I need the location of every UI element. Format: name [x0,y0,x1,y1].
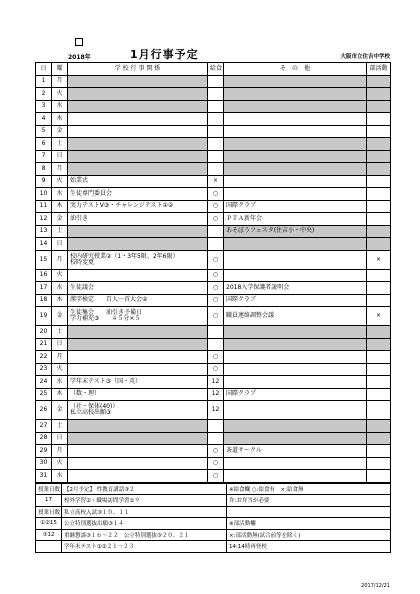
lunch-cell: ○ [208,457,224,470]
weekday-cell: 月 [52,351,68,364]
schedule-table [35,62,391,483]
club-cell [367,363,391,376]
club-cell [367,282,391,295]
day-cell: 5 [36,125,52,138]
weekday-cell: 土 [52,420,68,433]
lunch-cell [208,125,224,138]
weekday-cell: 月 [52,445,68,458]
notes-row [36,483,391,495]
other-cell [224,338,367,351]
club-cell [367,401,391,420]
checkbox-marker [75,38,83,46]
table-row [36,225,391,238]
lunch-cell: ○ [208,213,224,226]
day-cell: 14 [36,238,52,251]
table-row [36,188,391,201]
event-cell [68,88,208,101]
day-cell: 26 [36,401,52,420]
lunch-cell: ○ [208,200,224,213]
other-cell [224,470,367,483]
day-cell: 7 [36,150,52,163]
club-cell [367,213,391,226]
weekday-cell: 土 [52,225,68,238]
other-cell [224,188,367,201]
legend-text [227,506,391,518]
other-cell [224,326,367,339]
lunch-cell [208,225,224,238]
other-cell [224,250,367,269]
table-row [36,294,391,307]
notes-text: 公立特別選抜出願③１４ [62,518,227,530]
lunch-cell: ○ [208,294,224,307]
event-cell [68,470,208,483]
col-other: そ の 他 [224,63,367,76]
weekday-cell: 水 [52,376,68,389]
table-row [36,282,391,295]
table-row [36,307,391,326]
club-cell [367,457,391,470]
col-events: 学 校 行 事 関 係 [68,63,208,76]
notes-label: 17 [36,495,62,507]
day-cell: 4 [36,113,52,126]
other-cell [224,401,367,420]
lunch-cell [208,138,224,151]
document-header [35,38,390,62]
event-cell [68,457,208,470]
legend-text: 14:14時再登校 [227,541,391,553]
lunch-cell: ○ [208,282,224,295]
col-weekday: 曜 [52,63,68,76]
club-cell [367,175,391,188]
lunch-cell [208,113,224,126]
day-cell: 20 [36,326,52,339]
event-cell [68,432,208,445]
club-cell [367,238,391,251]
event-cell [68,238,208,251]
day-cell: 2 [36,88,52,101]
weekday-cell: 木 [52,200,68,213]
day-cell: 16 [36,269,52,282]
other-cell [224,269,367,282]
club-cell [367,420,391,433]
weekday-cell: 日 [52,338,68,351]
lunch-cell: 12 [208,376,224,389]
lunch-cell [208,338,224,351]
other-cell [224,363,367,376]
club-cell [367,269,391,282]
lunch-cell: 12 [208,388,224,401]
other-cell: 2018入学保護者説明会 [224,282,367,295]
col-club: 部活動 [367,63,391,76]
weekday-cell: 月 [52,75,68,88]
notes-table [35,483,391,553]
day-cell: 10 [36,188,52,201]
lunch-cell [208,420,224,433]
club-cell [367,338,391,351]
club-cell [367,445,391,458]
other-cell [224,420,367,433]
day-cell: 1 [36,75,52,88]
event-cell [68,225,208,238]
event-cell: （数・理） [68,388,208,401]
table-row [36,200,391,213]
table-row [36,445,391,458]
table-row [36,250,391,269]
lunch-cell: 12 [208,401,224,420]
table-row [36,75,391,88]
lunch-cell: ○ [208,351,224,364]
other-cell [224,113,367,126]
weekday-cell: 木 [52,388,68,401]
table-row [36,338,391,351]
weekday-cell: 土 [52,138,68,151]
other-cell [224,376,367,389]
notes-label [36,541,62,553]
table-row [36,213,391,226]
table-row [36,88,391,101]
notes-label: ①②15 [36,518,62,530]
school-name: 大阪市立住吉中学校 [340,54,390,60]
event-cell [68,326,208,339]
day-cell: 6 [36,138,52,151]
day-cell: 8 [36,163,52,176]
weekday-cell: 木 [52,294,68,307]
day-cell: 9 [36,175,52,188]
event-cell: 学年末テスト③（国・英） [68,376,208,389]
club-cell [367,326,391,339]
day-cell: 11 [36,200,52,213]
table-row [36,376,391,389]
event-cell [68,445,208,458]
weekday-cell: 日 [52,238,68,251]
legend-text: ×:部活動無(試合前等を除く) [227,529,391,541]
other-cell [224,88,367,101]
club-cell: × [367,307,391,326]
club-cell [367,113,391,126]
club-cell [367,294,391,307]
event-cell: 生徒議会 [68,282,208,295]
weekday-cell: 金 [52,307,68,326]
other-cell [224,432,367,445]
day-cell: 31 [36,470,52,483]
club-cell [367,75,391,88]
day-cell: 15 [36,250,52,269]
lunch-cell: ○ [208,269,224,282]
other-cell: 国際クラブ [224,294,367,307]
day-cell: 21 [36,338,52,351]
event-cell: 校内研究授業②（1・3年5限、2年6限） 校時変更 [68,250,208,269]
schedule-sheet [35,38,390,553]
lunch-cell [208,88,224,101]
club-cell [367,88,391,101]
weekday-cell: 土 [52,326,68,339]
event-cell [68,163,208,176]
event-cell [68,138,208,151]
weekday-cell: 金 [52,401,68,420]
notes-label: ③12 [36,529,62,541]
club-cell: × [367,250,391,269]
club-cell [367,225,391,238]
table-row [36,388,391,401]
lunch-cell: ○ [208,445,224,458]
event-cell: 生徒専門委員会 [68,188,208,201]
day-cell: 29 [36,445,52,458]
notes-text: 校外学習②・職場訪問学習①９ [62,495,227,507]
other-cell [224,125,367,138]
day-cell: 19 [36,307,52,326]
weekday-cell: 水 [52,470,68,483]
table-row [36,163,391,176]
event-cell [68,338,208,351]
legend-text: ※給食欄 ○:給食有 ×:給食無 [227,483,391,495]
notes-row [36,541,391,553]
event-cell [68,113,208,126]
other-cell: 茶道サークル [224,445,367,458]
lunch-cell: × [208,175,224,188]
other-cell [224,175,367,188]
other-cell: 国際クラブ [224,388,367,401]
table-row [36,113,391,126]
lunch-cell [208,75,224,88]
day-cell: 13 [36,225,52,238]
weekday-cell: 水 [52,188,68,201]
other-cell: ＰＴＡ新年会 [224,213,367,226]
day-cell: 3 [36,100,52,113]
event-cell [68,125,208,138]
table-row [36,125,391,138]
event-cell [68,75,208,88]
club-cell [367,470,391,483]
notes-row [36,506,391,518]
table-row [36,432,391,445]
club-cell [367,188,391,201]
table-row [36,138,391,151]
event-cell: （社・保体(40)） 私立高校出願③ [68,401,208,420]
weekday-cell: 日 [52,432,68,445]
notes-text: 学年末テスト①②２１～２３ [62,541,227,553]
weekday-cell: 火 [52,363,68,376]
event-cell [68,351,208,364]
event-cell [68,363,208,376]
other-cell [224,75,367,88]
weekday-cell: 水 [52,282,68,295]
notes-row [36,529,391,541]
event-cell: 実力テストⅤ③・チャレンジテスト①② [68,200,208,213]
table-row [36,420,391,433]
event-cell: 始業式 [68,175,208,188]
table-row [36,100,391,113]
notes-label: 授業日数 [36,483,62,495]
other-cell [224,163,367,176]
notes-label: 授業日数 [36,506,62,518]
other-cell [224,351,367,364]
club-cell [367,150,391,163]
col-day: 日 [36,63,52,76]
other-cell [224,100,367,113]
weekday-cell: 火 [52,88,68,101]
lunch-cell [208,100,224,113]
notes-text: 【2月予定】 性教育講話③２ [62,483,227,495]
table-row [36,150,391,163]
issue-date: 2017/12/21 [361,583,390,589]
weekday-cell: 木 [52,113,68,126]
day-cell: 12 [36,213,52,226]
weekday-cell: 日 [52,150,68,163]
col-lunch: 給食 [208,63,224,76]
table-row [36,269,391,282]
weekday-cell: 金 [52,125,68,138]
club-cell [367,388,391,401]
club-cell [367,200,391,213]
lunch-cell [208,326,224,339]
weekday-cell: 水 [52,100,68,113]
club-cell [367,138,391,151]
lunch-cell [208,238,224,251]
weekday-cell: 火 [52,457,68,470]
page-title: 1月行事予定 [130,48,199,61]
legend-text: 弁:お弁当が必要 [227,495,391,507]
other-cell [224,138,367,151]
club-cell [367,100,391,113]
table-row [36,401,391,420]
table-header-row [36,63,391,76]
day-cell: 17 [36,282,52,295]
weekday-cell: 火 [52,269,68,282]
lunch-cell: ○ [208,250,224,269]
lunch-cell: ○ [208,307,224,326]
weekday-cell: 火 [52,175,68,188]
day-cell: 18 [36,294,52,307]
day-cell: 25 [36,388,52,401]
day-cell: 30 [36,457,52,470]
day-cell: 22 [36,351,52,364]
day-cell: 24 [36,376,52,389]
event-cell [68,150,208,163]
day-cell: 28 [36,432,52,445]
other-cell [224,457,367,470]
day-cell: 23 [36,363,52,376]
event-cell: 生徒集会 油引き予備日 学力補充③ ４５分×５ [68,307,208,326]
club-cell [367,163,391,176]
other-cell [224,238,367,251]
table-row [36,326,391,339]
lunch-cell: ○ [208,188,224,201]
lunch-cell: ○ [208,363,224,376]
table-row [36,238,391,251]
day-cell: 27 [36,420,52,433]
lunch-cell [208,150,224,163]
club-cell [367,351,391,364]
table-row [36,470,391,483]
notes-text: 私立高校入試③１０、１１ [62,506,227,518]
club-cell [367,376,391,389]
notes-row [36,518,391,530]
event-cell: 漢字検定 百人一首大会② [68,294,208,307]
other-cell: 国際クラブ [224,200,367,213]
club-cell [367,432,391,445]
weekday-cell: 月 [52,163,68,176]
lunch-cell [208,163,224,176]
club-cell [367,125,391,138]
event-cell [68,420,208,433]
event-cell [68,269,208,282]
weekday-cell: 金 [52,213,68,226]
notes-row [36,495,391,507]
other-cell [224,150,367,163]
notes-text: 重継懇談③１６～２２ 公立特別選抜③２０、２１ [62,529,227,541]
lunch-cell [208,432,224,445]
event-cell [68,100,208,113]
table-row [36,457,391,470]
table-row [36,351,391,364]
year-label: 2018年 [68,54,91,61]
weekday-cell: 月 [52,250,68,269]
event-cell: 油引き [68,213,208,226]
other-cell: 職員連絡調整会議 [224,307,367,326]
table-row [36,363,391,376]
other-cell: あそぼうフェスタ(住吉小・中央) [224,225,367,238]
table-row [36,175,391,188]
legend-text: ※部活動欄 [227,518,391,530]
lunch-cell: ○ [208,470,224,483]
